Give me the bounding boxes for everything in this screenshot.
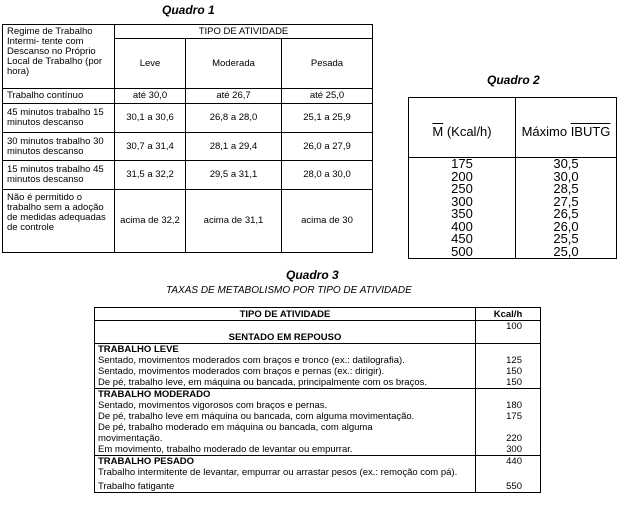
q2-ibutg-value: 25,0 [553,243,579,259]
q3-item-text: Em movimento, trabalho moderado de levantar ou empurrar. [98,444,353,455]
table-row [3,161,373,190]
q3-leve-heading: TRABALHO LEVE [98,344,179,355]
q1-row-label: 45 minutos trabalho 15 minutos descanso [3,104,115,133]
q3-item-value: 220 [506,433,522,444]
q3-pesado-cell [95,456,476,493]
q1-cell: 26,0 a 27,9 [282,133,373,161]
q3-item-value: 125 [506,355,522,366]
q1-cell: 30,1 a 30,6 [115,104,186,133]
q2-m-value: 300 [451,193,473,209]
q3-moderado-heading: TRABALHO MODERADO [98,389,211,400]
q1-cell: 25,1 a 25,9 [282,104,373,133]
q2-header-m-unit: (Kcal/h) [443,123,492,139]
q3-leve-cell [95,344,476,389]
q1-col-moderada: Moderada [186,39,282,89]
q2-header-ibutg [516,98,617,158]
q2-m-value: 250 [451,181,473,196]
q1-cell: 26,8 a 28,0 [186,104,282,133]
q3-header-activity: TIPO DE ATIVIDADE [95,308,476,321]
q1-cell: até 30,0 [115,89,186,104]
q2-ibutg-value: 30,5 [553,156,579,171]
q3-item-text: Sentado, movimentos moderados com braços e tronco (ex.: datilografia). [98,355,405,366]
q3-item-value: 440 [506,456,522,467]
q3-item-text: De pé, trabalho leve, em máquina ou bancada, principalmente com os braços. [98,377,427,388]
q1-cell: acima de 31,1 [186,190,282,253]
quadro3-table [94,307,541,493]
q3-header-kcal: Kcal/h [476,308,541,321]
table-row [95,456,541,493]
q3-item-text: De pé, trabalho moderado em máquina ou bancada, com alguma movimentação. [98,422,373,444]
q1-row-label: 30 minutos trabalho 30 minutos descanso [3,133,115,161]
q3-item-text: Sentado, movimentos moderados com braços e pernas (ex.: dirigir). [98,366,385,377]
q1-cell: 28,0 a 30,0 [282,161,373,190]
quadro3-title: Quadro 3 [286,268,339,282]
q3-item-text: Trabalho intermitente de levantar, empurrar ou arrastar pesos (ex.: remoção com pá). [98,467,458,478]
q2-ibutg-value: 26,0 [553,218,579,234]
quadro3-subtitle: TAXAS DE METABOLISMO POR TIPO DE ATIVIDADE [166,285,412,296]
q2-m-values [409,158,516,259]
q3-item-text: Trabalho fatigante [98,481,175,492]
q1-cell: 31,5 a 32,2 [115,161,186,190]
q2-m-value: 350 [451,206,473,221]
quadro2-table [408,97,617,259]
q2-ibutg-value: 26,5 [553,206,579,221]
q2-ibutg-value: 28,5 [553,181,579,196]
q2-m-value: 450 [451,231,473,246]
q1-cell: 28,1 a 29,4 [186,133,282,161]
q3-repouso-label: SENTADO EM REPOUSO [95,321,476,344]
table-row [3,104,373,133]
q1-cell: acima de 30 [282,190,373,253]
q3-item-text: De pé, trabalho leve em máquina ou bancada, com alguma movimentação. [98,411,415,422]
q1-cell: 29,5 a 31,1 [186,161,282,190]
q3-pesado-heading: TRABALHO PESADO [98,456,195,467]
q3-item-text: Sentado, movimentos vigorosos com braços e pernas. [98,400,328,411]
q1-cell: até 26,7 [186,89,282,104]
q3-moderado-values [476,389,541,456]
quadro1-title: Quadro 1 [162,3,215,17]
q2-ibutg-value: 25,5 [553,231,579,246]
q2-ibutg-values [516,158,617,259]
q1-header-left: Regime de Trabalho Intermi- tente com Descanso no Próprio Local de Trabalho (por hora) [3,25,115,89]
q1-row-label: Trabalho contínuo [3,89,115,104]
q1-cell: 30,7 a 31,4 [115,133,186,161]
q2-m-value: 500 [451,243,473,259]
q2-ibutg-value: 30,0 [553,168,579,184]
q3-item-value: 150 [506,377,522,388]
q2-header-ibutg-prefix: Máximo [521,123,571,139]
q3-item-value: 175 [506,411,522,422]
q2-header-m [409,98,516,158]
q3-item-value: 180 [506,400,522,411]
q2-m-value: 200 [451,168,473,184]
q1-cell: até 25,0 [282,89,373,104]
q3-item-value: 300 [506,444,522,455]
q2-m-value: 175 [451,156,473,171]
q1-row-label: 15 minutos trabalho 45 minutos descanso [3,161,115,190]
q1-header-group: TIPO DE ATIVIDADE [115,25,373,39]
q3-repouso-value: 100 [476,321,541,344]
q2-header-ibutg-bar: IBUTG [570,123,611,139]
q1-row-label: Não é permitido o trabalho sem a adoção de medidas adequadas de controle [3,190,115,253]
q3-pesado-values [476,456,541,493]
table-row [95,389,541,456]
q3-moderado-cell [95,389,476,456]
q2-ibutg-value: 27,5 [553,193,579,209]
q1-col-leve: Leve [115,39,186,89]
q2-header-m-letter: $\overline{M}$ [432,123,444,139]
table-row [95,344,541,389]
quadro2-title: Quadro 2 [487,73,540,87]
q1-cell: acima de 32,2 [115,190,186,253]
table-row [95,321,541,344]
table-row [3,190,373,253]
quadro1-table [2,24,373,253]
q2-m-value: 400 [451,218,473,234]
q3-leve-values [476,344,541,389]
q3-item-value: 150 [506,366,522,377]
table-row [3,89,373,104]
table-row [3,133,373,161]
q3-item-value: 550 [506,481,522,492]
q1-col-pesada: Pesada [282,39,373,89]
